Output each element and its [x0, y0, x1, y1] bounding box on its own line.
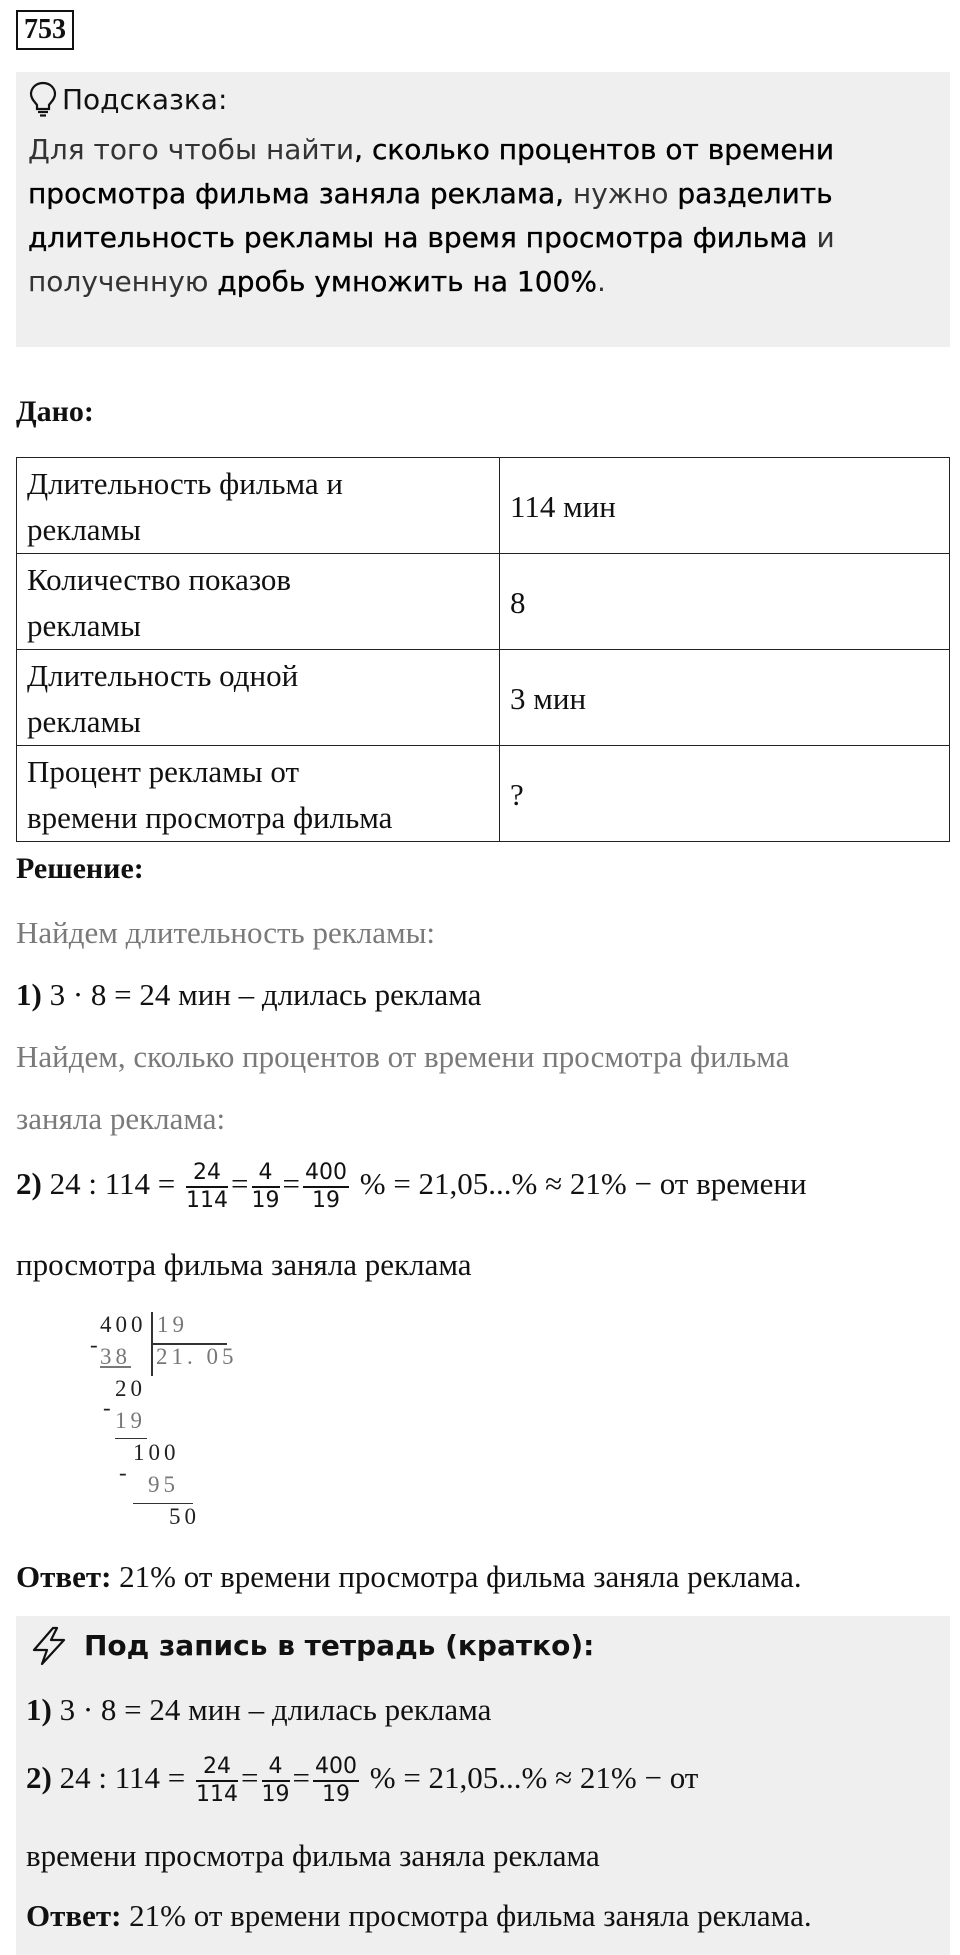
fraction-numerator: 400 — [313, 1754, 359, 1782]
given-title: Дано: — [16, 395, 94, 428]
table-cell-value: ? — [500, 746, 950, 842]
hint-emphasis: дробь умножить на 100% — [217, 265, 597, 298]
hint-emphasis: , сколько процентов от времени — [354, 133, 835, 166]
label-line: рекламы — [27, 511, 141, 547]
hint-line — [28, 172, 928, 216]
step-number: 1) — [26, 1692, 52, 1727]
divisor: 19 — [157, 1312, 188, 1337]
fraction-numerator: 4 — [252, 1160, 280, 1188]
equals-sign: = — [292, 1760, 310, 1796]
label-line: времени просмотра фильма — [27, 799, 393, 835]
hint-title: Подсказка: — [62, 83, 228, 116]
lightbulb-icon — [28, 80, 58, 118]
hint-line — [28, 216, 928, 260]
table-cell-label — [17, 650, 500, 746]
fraction-denominator: 19 — [312, 1188, 340, 1213]
answer-text: 21% от времени просмотра фильма заняла реклама. — [111, 1559, 802, 1594]
table-cell-label — [17, 458, 500, 554]
subtrahend: 95 — [148, 1472, 179, 1497]
step1-line — [16, 977, 481, 1013]
short-step1-line — [26, 1692, 491, 1728]
hint-emphasis: длительность рекламы на время просмотра фильма — [28, 221, 808, 254]
hint-line — [28, 260, 928, 304]
minus-sign: - — [103, 1395, 115, 1420]
given-table — [16, 457, 950, 842]
minus-sign: - — [119, 1460, 131, 1485]
quotient: 21. 05 — [156, 1344, 238, 1369]
step2-formula — [16, 1160, 807, 1214]
hint-text: полученную — [28, 265, 218, 298]
short-step2-line2: времени просмотра фильма заняла реклама — [26, 1838, 600, 1873]
label-line: Количество показов — [27, 561, 292, 597]
table-cell-value: 3 мин — [500, 650, 950, 746]
label-line: рекламы — [27, 607, 141, 643]
table-cell-label — [17, 746, 500, 842]
formula-lhs: 24 : 114 = — [51, 1760, 194, 1796]
minus-sign: - — [90, 1332, 102, 1357]
table-cell-value: 114 мин — [500, 458, 950, 554]
equals-sign: = — [231, 1166, 249, 1202]
table-cell-label — [17, 554, 500, 650]
fraction — [303, 1160, 349, 1214]
hint-emphasis: просмотра фильма заняла реклама, — [28, 177, 565, 210]
fraction-numerator: 4 — [262, 1754, 290, 1782]
label-line: рекламы — [27, 703, 141, 739]
fraction-denominator: 19 — [322, 1782, 350, 1807]
step-number: 2) — [16, 1166, 42, 1202]
dividend: 400 — [100, 1312, 147, 1337]
step-number: 2) — [26, 1760, 52, 1796]
short-answer-line — [26, 1898, 812, 1934]
hint-line — [28, 128, 928, 172]
step2-comment: заняла реклама: — [16, 1101, 226, 1136]
hint-emphasis: разделить — [677, 177, 833, 210]
formula-lhs: 24 : 114 = — [41, 1166, 184, 1202]
equals-sign: = — [282, 1166, 300, 1202]
remainder: 100 — [133, 1440, 180, 1465]
table-row — [17, 650, 950, 746]
long-division — [85, 1312, 245, 1538]
fraction-numerator: 24 — [186, 1160, 228, 1188]
fraction-numerator: 24 — [196, 1754, 238, 1782]
division-bar — [115, 1438, 147, 1439]
hint-text: нужно — [564, 177, 678, 210]
step-text: 3 · 8 = 24 мин – длилась реклама — [41, 977, 482, 1012]
table-row — [17, 554, 950, 650]
answer-label: Ответ: — [26, 1898, 122, 1933]
step2-comment: Найдем, сколько процентов от времени просмотра фильма — [16, 1039, 790, 1074]
formula-tail: % = 21,05...% ≈ 21% − от — [362, 1760, 699, 1796]
formula-tail: % = 21,05...% ≈ 21% − от времени — [352, 1166, 807, 1202]
remainder: 50 — [169, 1504, 200, 1529]
remainder: 20 — [115, 1376, 146, 1401]
fraction — [313, 1754, 359, 1808]
subtrahend: 38 — [100, 1344, 131, 1369]
answer-label: Ответ: — [16, 1559, 112, 1594]
solution-title: Решение: — [16, 852, 144, 885]
hint-text: и — [807, 221, 835, 254]
short-step2-formula — [26, 1754, 698, 1808]
fraction-numerator: 400 — [303, 1160, 349, 1188]
step-number: 1) — [16, 977, 42, 1012]
hint-text: Для того чтобы найти — [28, 133, 355, 166]
step-text: 3 · 8 = 24 мин – длилась реклама — [51, 1692, 492, 1727]
fraction-denominator: 114 — [186, 1188, 229, 1213]
table-row — [17, 458, 950, 554]
fraction — [262, 1754, 290, 1808]
fraction — [186, 1160, 228, 1214]
fraction-denominator: 19 — [251, 1188, 280, 1213]
short-notes-title: Под запись в тетрадь (кратко): — [84, 1629, 595, 1662]
table-row — [17, 746, 950, 842]
label-line: Длительность фильма и — [27, 465, 343, 501]
fraction — [252, 1160, 280, 1214]
answer-text: 21% от времени просмотра фильма заняла реклама. — [121, 1898, 812, 1933]
fraction-denominator: 114 — [196, 1782, 239, 1807]
label-line: Процент рекламы от — [27, 753, 300, 789]
table-cell-value: 8 — [500, 554, 950, 650]
step2-line2: просмотра фильма заняла реклама — [16, 1247, 472, 1282]
answer-line — [16, 1559, 802, 1595]
subtrahend: 19 — [115, 1408, 146, 1433]
equals-sign: = — [241, 1760, 259, 1796]
step1-comment: Найдем длительность рекламы: — [16, 915, 436, 950]
label-line: Длительность одной — [27, 657, 299, 693]
lightning-icon — [28, 1625, 70, 1667]
hint-text: . — [596, 265, 606, 298]
task-number: 753 — [16, 10, 74, 50]
fraction — [196, 1754, 238, 1808]
fraction-denominator: 19 — [261, 1782, 290, 1807]
